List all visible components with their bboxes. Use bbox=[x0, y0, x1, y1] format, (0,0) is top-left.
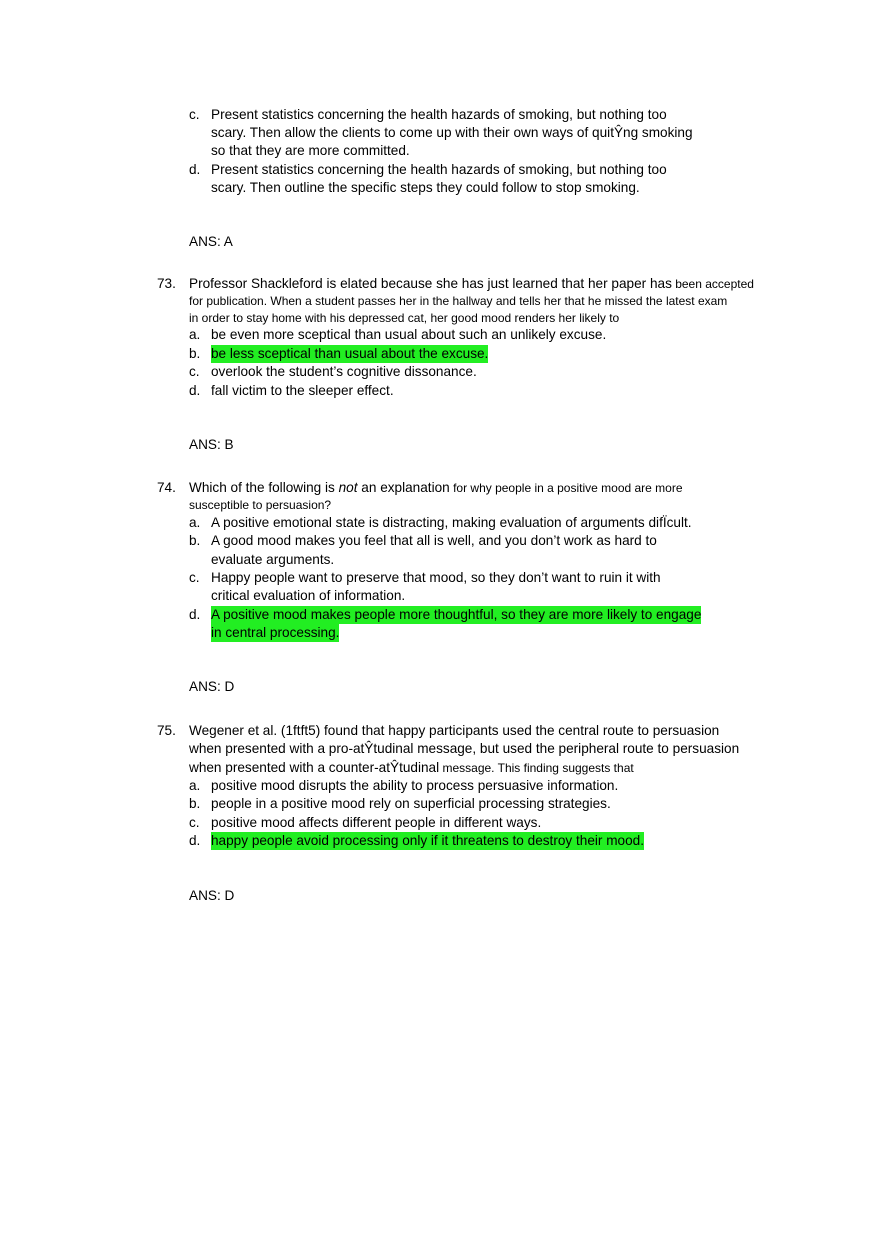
question-stem: for publication. When a student passes her in the hallway and tells her that he missed the latest exam bbox=[189, 294, 728, 308]
answer-line: ANS: A bbox=[189, 234, 233, 249]
stem-part: when presented with a counter-atŶtudinal bbox=[189, 760, 440, 775]
option-text: Happy people want to preserve that mood, so they don’t want to ruin it with bbox=[211, 570, 661, 585]
option-text: Present statistics concerning the health hazards of smoking, but nothing too bbox=[211, 107, 667, 122]
question-stem: Wegener et al. (1ftft5) found that happy participants used the central route to persuasion bbox=[189, 723, 720, 738]
question-number: 75. bbox=[157, 723, 176, 738]
option-text: critical evaluation of information. bbox=[211, 588, 406, 603]
question-stem bbox=[189, 479, 683, 497]
stem-part: an explanation bbox=[357, 480, 450, 495]
option-text: Present statistics concerning the health hazards of smoking, but nothing too bbox=[211, 162, 667, 177]
option-text: people in a positive mood rely on superficial processing strategies. bbox=[211, 796, 611, 811]
option-letter: c. bbox=[189, 570, 200, 585]
option-letter: a. bbox=[189, 778, 201, 793]
option-letter: d. bbox=[189, 383, 201, 398]
option-text: fall victim to the sleeper effect. bbox=[211, 383, 394, 398]
stem-emphasis: not bbox=[338, 480, 358, 495]
question-stem: in order to stay home with his depressed cat, her good mood renders her likely to bbox=[189, 311, 620, 325]
option-text: scary. Then outline the specific steps they could follow to stop smoking. bbox=[211, 180, 640, 195]
option-letter: a. bbox=[189, 327, 201, 342]
option-letter: c. bbox=[189, 815, 200, 830]
stem-part: for why people in a positive mood are more bbox=[449, 481, 683, 495]
option-text-highlighted: be less sceptical than usual about the excuse. bbox=[211, 346, 489, 361]
question-number: 73. bbox=[157, 276, 176, 291]
option-letter: a. bbox=[189, 515, 201, 530]
option-text: scary. Then allow the clients to come up with their own ways of quitŶng smoking bbox=[211, 125, 693, 140]
option-text-highlighted: A positive mood makes people more thoughtful, so they are more likely to engage bbox=[211, 607, 702, 622]
option-letter: c. bbox=[189, 364, 200, 379]
question-stem: when presented with a pro-atŶtudinal message, but used the peripheral route to persuasion bbox=[189, 741, 740, 756]
option-text: so that they are more committed. bbox=[211, 143, 410, 158]
option-text: positive mood disrupts the ability to process persuasive information. bbox=[211, 778, 619, 793]
option-letter: b. bbox=[189, 346, 201, 361]
option-text: A positive emotional state is distracting, making evaluation of arguments difÏcult. bbox=[211, 515, 692, 530]
question-number: 74. bbox=[157, 480, 176, 495]
answer-line: ANS: D bbox=[189, 888, 235, 903]
option-letter: b. bbox=[189, 533, 201, 548]
answer-line: ANS: B bbox=[189, 437, 234, 452]
option-letter: b. bbox=[189, 796, 201, 811]
stem-part: Professor Shackleford is elated because she has just learned that her paper has bbox=[189, 276, 672, 291]
option-text: positive mood affects different people in different ways. bbox=[211, 815, 542, 830]
answer-line: ANS: D bbox=[189, 679, 235, 694]
option-text: A good mood makes you feel that all is well, and you don’t work as hard to bbox=[211, 533, 657, 548]
option-text-highlighted: happy people avoid processing only if it threatens to destroy their mood. bbox=[211, 833, 644, 848]
option-letter: d. bbox=[189, 162, 201, 177]
stem-part: been accepted bbox=[671, 277, 754, 291]
option-letter: c. bbox=[189, 107, 200, 122]
option-text-highlighted: in central processing. bbox=[211, 625, 340, 640]
option-letter: d. bbox=[189, 833, 201, 848]
stem-part: message. This finding suggests that bbox=[439, 761, 634, 775]
option-letter: d. bbox=[189, 607, 201, 622]
question-stem bbox=[189, 759, 634, 777]
stem-part: Which of the following is bbox=[189, 480, 339, 495]
option-text: be even more sceptical than usual about such an unlikely excuse. bbox=[211, 327, 607, 342]
option-text: overlook the student’s cognitive dissonance. bbox=[211, 364, 477, 379]
option-text: evaluate arguments. bbox=[211, 552, 335, 567]
question-stem: susceptible to persuasion? bbox=[189, 498, 332, 512]
question-stem bbox=[189, 275, 754, 293]
